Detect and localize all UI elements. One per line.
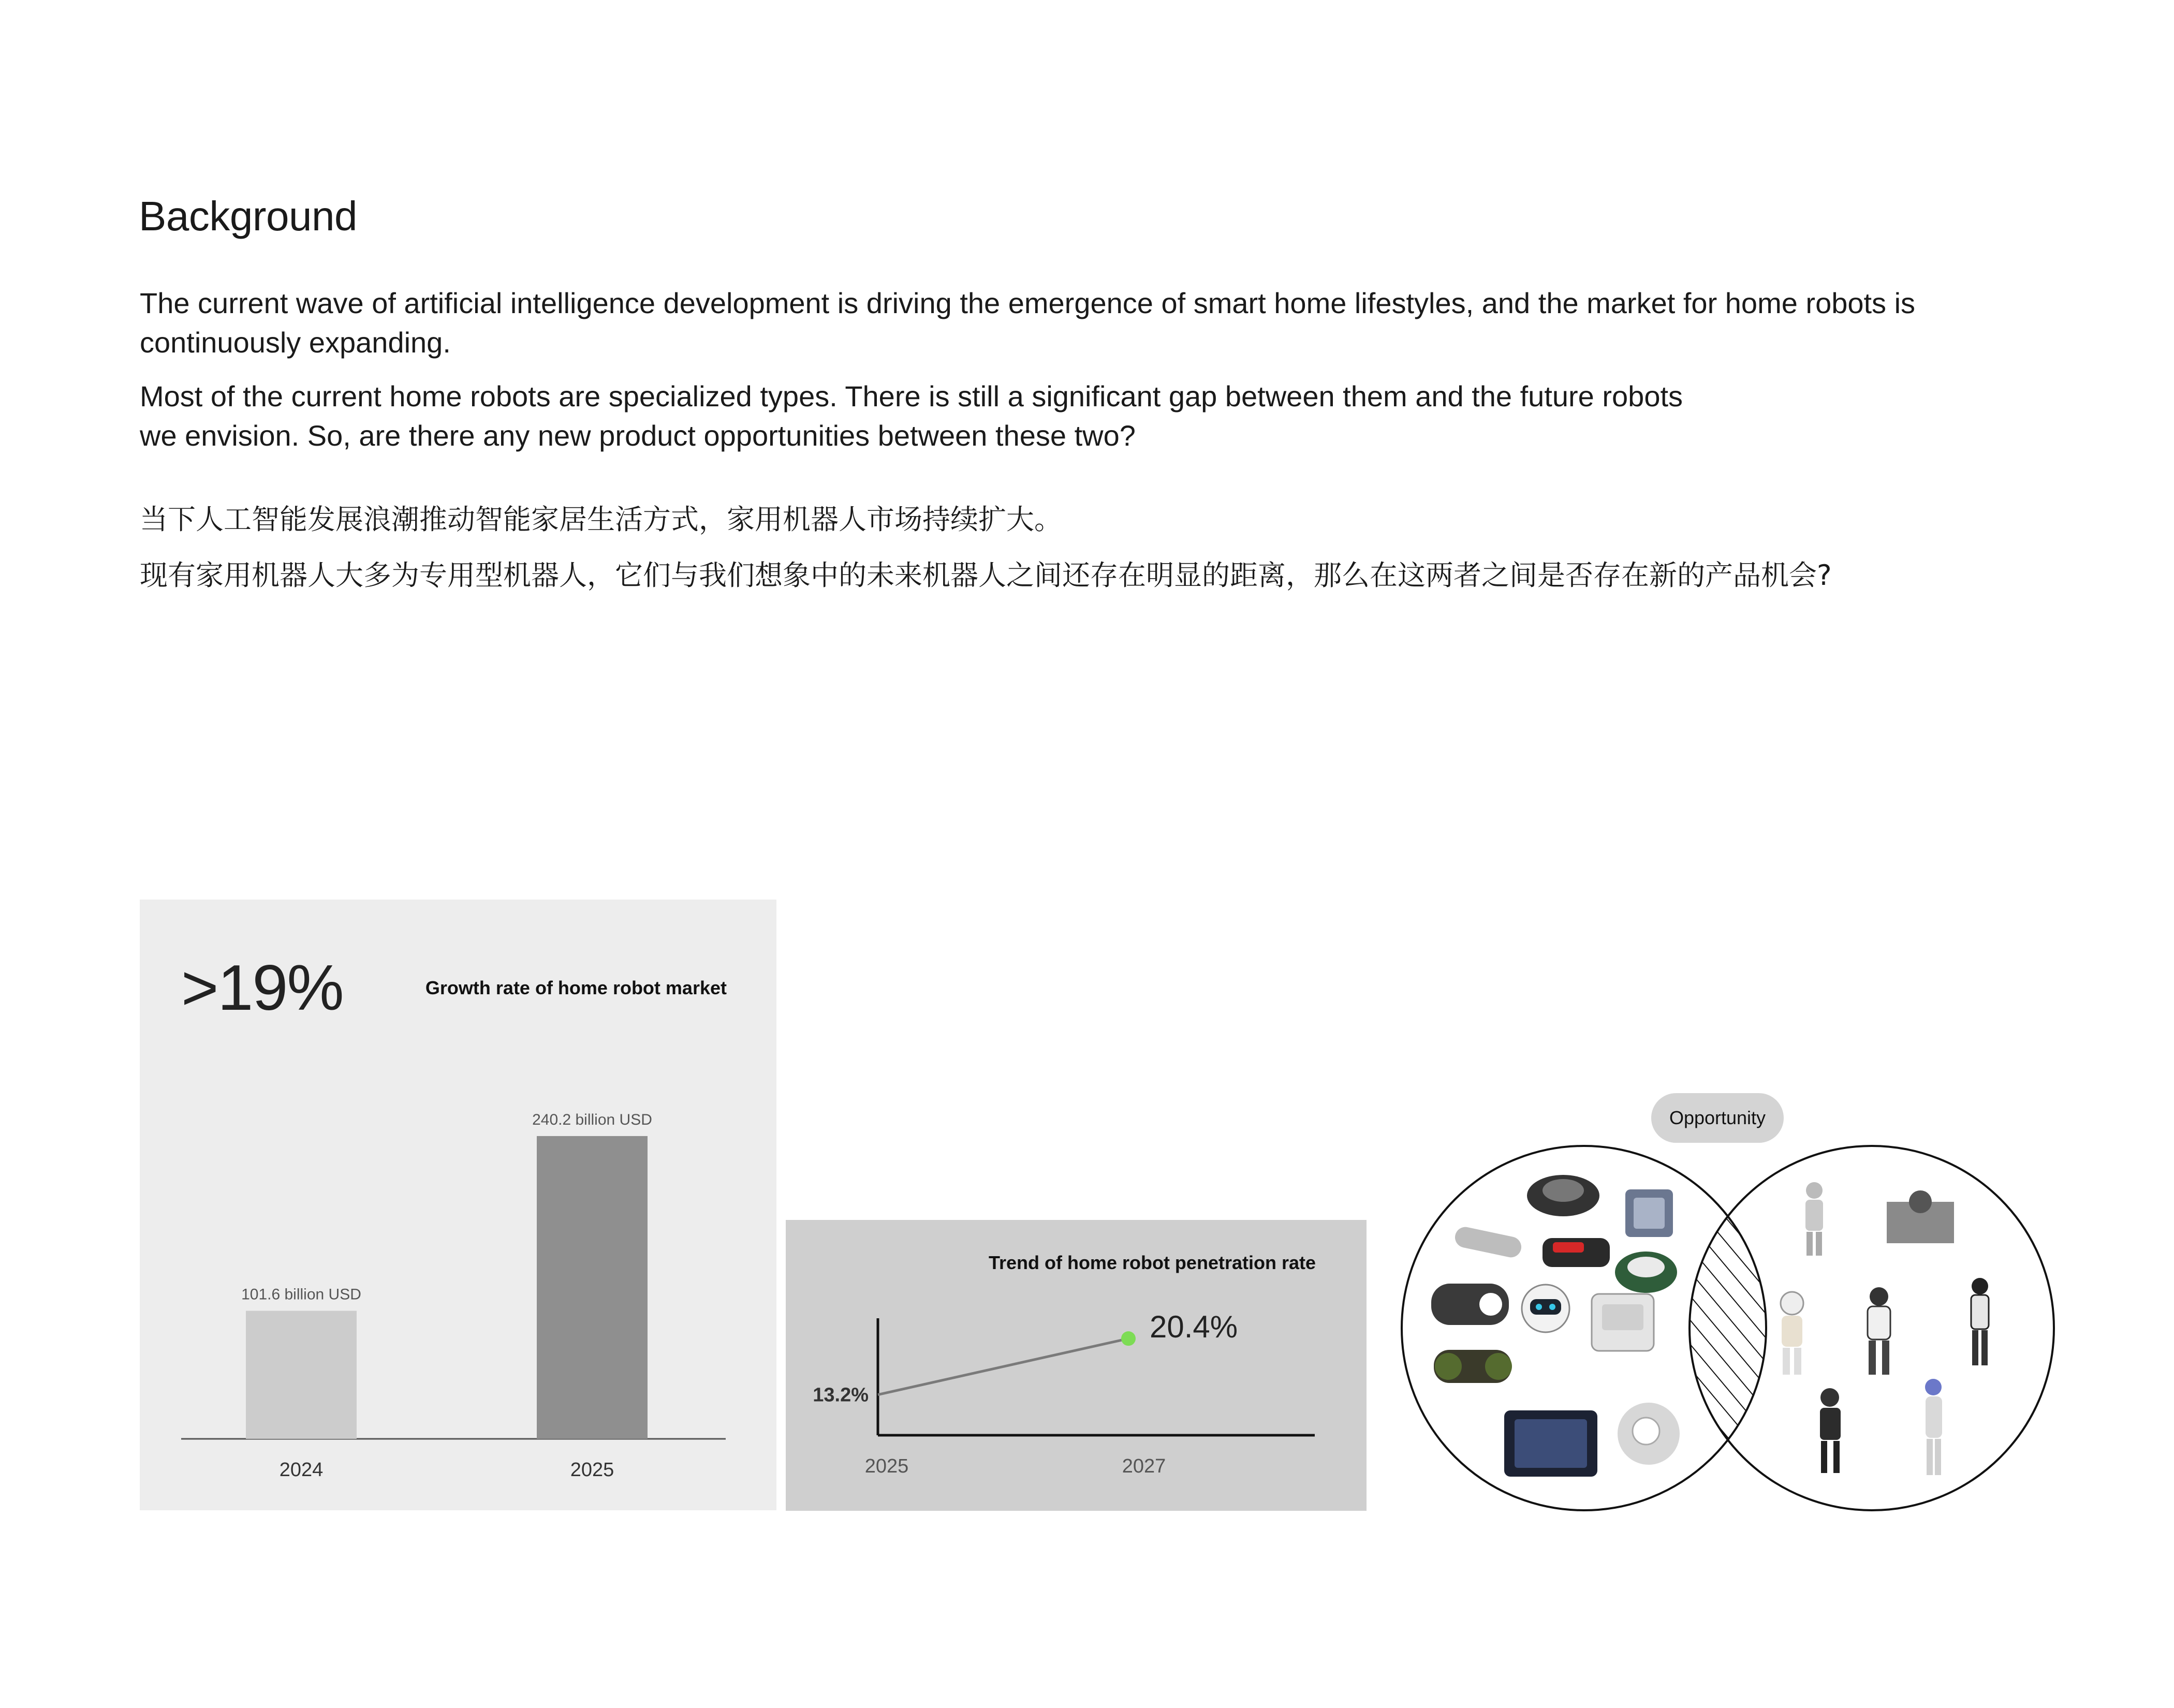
security-robot-icon: [1431, 1284, 1509, 1325]
data-label-2027: 20.4%: [1150, 1309, 1238, 1345]
growth-headline: >19%: [181, 952, 343, 1024]
bar-data-label: 101.6 billion USD: [241, 1286, 361, 1303]
page-title: Background: [139, 193, 357, 239]
intro-paragraph-zh-1: 当下人工智能发展浪潮推动智能家居生活方式，家用机器人市场持续扩大。: [140, 503, 1062, 536]
x-tick-label: 2025: [570, 1459, 614, 1481]
companion-robot-icon: [1522, 1285, 1569, 1332]
biped-robot-icon: [1820, 1388, 1841, 1473]
lawn-mower-icon: [1543, 1238, 1610, 1267]
line-chart-title: Trend of home robot penetration rate: [988, 1252, 1316, 1273]
atlas-robot-icon: [1868, 1287, 1890, 1375]
opportunity-venn-diagram: [1392, 1087, 2055, 1516]
android-robot-icon: [1925, 1379, 1942, 1475]
bar-data-label: 240.2 billion USD: [532, 1111, 652, 1128]
desk-lamp-robot-icon: [1618, 1403, 1680, 1465]
data-label-2025: 13.2%: [813, 1384, 869, 1406]
humanoid-robot-icon: [1805, 1182, 1823, 1256]
x-tick-label: 2027: [1122, 1455, 1166, 1477]
x-tick-label: 2025: [864, 1455, 909, 1477]
industrial-robot-icon: [1887, 1190, 1954, 1243]
x-tick-label: 2024: [279, 1459, 324, 1481]
bar-2025: [537, 1136, 648, 1439]
line-chart: [786, 1220, 1367, 1511]
asimo-robot-icon: [1781, 1292, 1803, 1375]
bar-chart-title: Growth rate of home robot market: [425, 977, 727, 998]
lawn-mower-green-icon: [1615, 1251, 1677, 1293]
point-2027: [1121, 1331, 1136, 1346]
intro-paragraph-en-1: The current wave of artificial intelligence development is driving the emergence of smart home lifestyles, and the market for home robots is continuously expanding.: [140, 287, 1916, 359]
penetration-series-line: [878, 1338, 1128, 1394]
smart-speaker-icon: [1592, 1294, 1654, 1351]
market-growth-card: [140, 900, 776, 1510]
tablet-icon: [1504, 1410, 1597, 1477]
tracked-rover-icon: [1434, 1350, 1512, 1383]
bar-2024: [246, 1311, 357, 1439]
venn-svg: [1392, 1087, 2055, 1516]
intro-paragraph-zh-2: 现有家用机器人大多为专用型机器人，它们与我们想象中的未来机器人之间还存在明显的距离，那么在这两者之间是否存在新的产品机会?: [140, 559, 1832, 592]
robot-vacuum-icon: [1527, 1175, 1599, 1216]
optimus-robot-icon: [1971, 1278, 1989, 1365]
bar-chart: [140, 900, 776, 1510]
opportunity-label: Opportunity: [1651, 1093, 1784, 1143]
window-cleaner-icon: [1625, 1189, 1673, 1237]
pool-cleaner-icon: [1453, 1225, 1523, 1259]
penetration-trend-card: [786, 1220, 1367, 1511]
intro-paragraph-en-2: Most of the current home robots are specialized types. There is still a significant gap between them and the future robots we envision. So, are there any new product opportunities between these two?: [140, 380, 1683, 452]
